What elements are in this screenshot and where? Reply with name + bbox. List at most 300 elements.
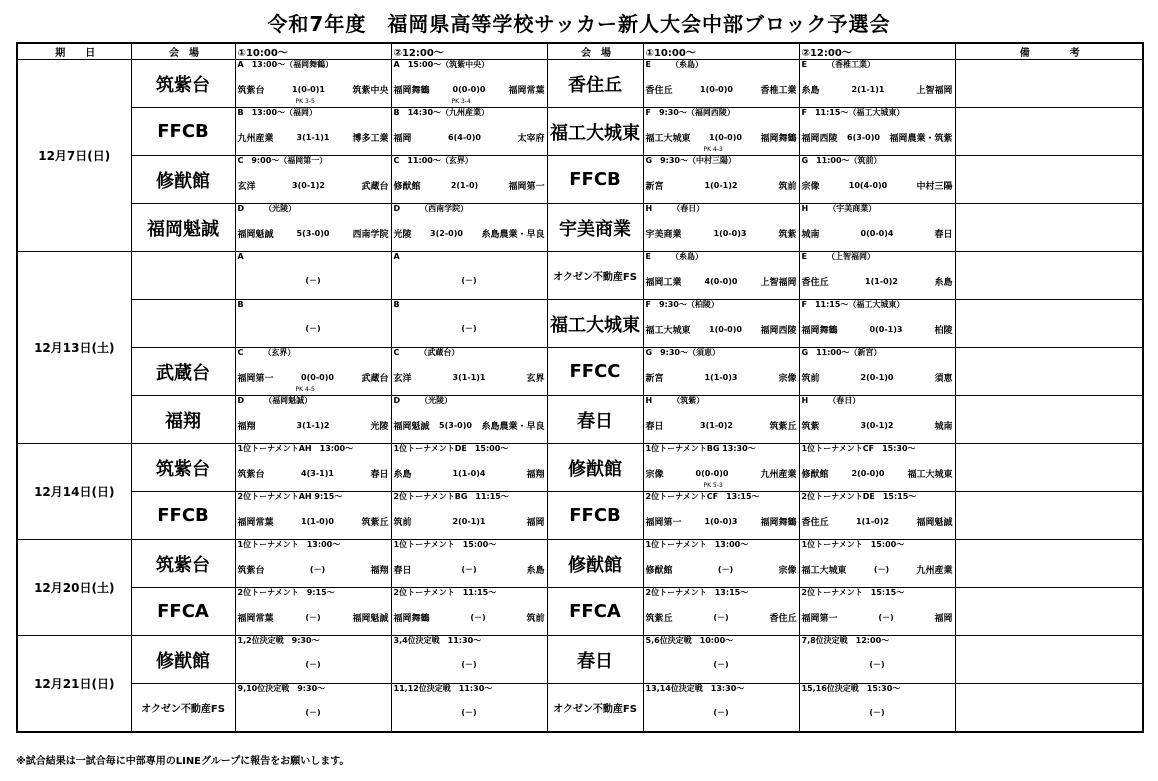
team-away: 九州産業 <box>916 566 953 576</box>
match-header: 3,4位決定戦 11:30～ <box>393 636 482 645</box>
team-home: 福岡 <box>393 134 412 144</box>
match-cell <box>235 588 391 636</box>
team-away: 糸島 <box>526 566 545 576</box>
match-header: C 11:00～（玄界） <box>393 156 473 165</box>
pk-result: PK 3-5 <box>295 98 315 105</box>
match-header: 2位トーナメント 13:15～ <box>645 588 749 597</box>
match-line <box>644 371 799 384</box>
match-line <box>392 275 547 286</box>
match-cell <box>391 684 547 733</box>
score: (－) <box>713 613 729 622</box>
team-away: 福岡西陵 <box>760 326 797 336</box>
match-cell <box>799 348 955 396</box>
score: (－) <box>461 708 477 717</box>
team-home: 修猷館 <box>645 566 673 576</box>
note-cell <box>955 396 1143 444</box>
match-header: 1位トーナメント 13:00～ <box>237 540 341 549</box>
match-cell <box>391 540 547 588</box>
match-cell <box>643 444 799 492</box>
match-header: 2位トーナメント 11:15～ <box>393 588 497 597</box>
match-cell <box>643 492 799 540</box>
match-cell <box>643 60 799 108</box>
match-line <box>800 131 955 144</box>
match-line <box>392 227 547 240</box>
score: 0(0-0)0 <box>301 373 334 382</box>
match-line <box>392 83 547 96</box>
venue-cell: 修猷館 <box>547 444 643 492</box>
footer-note: ※試合結果は一試合毎に中部専用のLINEグループに報告をお願いします。 <box>16 756 350 767</box>
note-cell <box>955 636 1143 684</box>
match-line <box>392 515 547 528</box>
match-line <box>236 323 391 334</box>
match-cell <box>235 540 391 588</box>
schedule-row <box>17 492 1143 540</box>
match-cell <box>799 588 955 636</box>
match-cell <box>391 636 547 684</box>
pk-result: PK 4-3 <box>703 146 723 153</box>
header-slot3: ①10:00～ <box>643 43 799 60</box>
match-line <box>644 179 799 192</box>
match-header: H （春日） <box>801 396 861 405</box>
schedule-row <box>17 588 1143 636</box>
team-home: 香住丘 <box>801 518 829 528</box>
venue-cell: 筑紫台 <box>131 60 235 108</box>
match-header: D （西南学院） <box>393 204 469 213</box>
team-home: 筑紫台 <box>237 86 265 96</box>
score: 1(0-0)0 <box>709 133 742 142</box>
team-away: 筑紫 <box>778 230 797 240</box>
match-line <box>800 563 955 576</box>
schedule-body <box>17 60 1143 733</box>
score: 3(1-0)2 <box>700 421 733 430</box>
match-line <box>800 659 955 670</box>
match-line <box>236 515 391 528</box>
score: 4(0-0)0 <box>704 277 738 286</box>
match-cell <box>799 108 955 156</box>
pk-result: PK 4-5 <box>295 386 315 393</box>
team-away: 福工大城東 <box>907 470 953 480</box>
schedule-row <box>17 636 1143 684</box>
pk-result: PK 3-4 <box>451 98 471 105</box>
match-cell <box>643 156 799 204</box>
venue-cell: 福工大城東 <box>547 300 643 348</box>
match-header: B <box>237 300 244 309</box>
match-cell <box>235 156 391 204</box>
match-header: E （香椎工業） <box>801 60 875 69</box>
team-home: 福岡西陵 <box>801 134 838 144</box>
team-home: 福工大城東 <box>801 566 847 576</box>
match-cell <box>799 252 955 300</box>
score: (－) <box>869 660 885 669</box>
team-home: 福岡第一 <box>237 374 274 384</box>
team-away: 上智福岡 <box>760 278 797 288</box>
team-away: 糸島農業・早良 <box>481 230 545 240</box>
score: (－) <box>305 660 321 669</box>
match-cell <box>235 444 391 492</box>
score: 1(0-0)0 <box>709 325 742 334</box>
note-cell <box>955 108 1143 156</box>
match-header: D （光陵） <box>237 204 297 213</box>
team-away: 福岡 <box>526 518 545 528</box>
match-cell <box>799 300 955 348</box>
team-home: 宗像 <box>801 182 820 192</box>
header-slot2: ②12:00～ <box>391 43 547 60</box>
match-cell <box>643 684 799 733</box>
venue-cell: 修猷館 <box>547 540 643 588</box>
match-line <box>236 371 391 384</box>
match-cell <box>391 204 547 252</box>
match-header: 1位トーナメント 13:00～ <box>645 540 749 549</box>
match-header: A 15:00～（筑紫中央） <box>393 60 490 69</box>
match-cell <box>799 204 955 252</box>
score: 0(0-0)0 <box>695 469 729 478</box>
team-home: 福工大城東 <box>645 134 691 144</box>
team-home: 新宮 <box>645 182 664 192</box>
venue-cell <box>131 300 235 348</box>
header-date: 期 日 <box>17 43 131 60</box>
score: (－) <box>305 324 321 333</box>
match-header: 7,8位決定戦 12:00～ <box>801 636 890 645</box>
team-away: 筑紫丘 <box>769 422 797 432</box>
match-line <box>800 323 955 336</box>
match-header: H （宇美商業） <box>801 204 877 213</box>
team-away: 糸島 <box>934 278 953 288</box>
team-home: 筑前 <box>393 518 412 528</box>
schedule-row <box>17 684 1143 733</box>
team-home: 筑紫 <box>801 422 820 432</box>
team-home: 福工大城東 <box>645 326 691 336</box>
schedule-row <box>17 60 1143 108</box>
match-line <box>392 371 547 384</box>
match-line <box>800 275 955 288</box>
match-line <box>392 179 547 192</box>
match-header: F 11:15～（福工大城東） <box>801 300 905 309</box>
match-header: 1位トーナメント 15:00～ <box>801 540 905 549</box>
match-cell <box>391 492 547 540</box>
match-cell <box>643 348 799 396</box>
match-cell <box>391 252 547 300</box>
team-home: 香住丘 <box>801 278 829 288</box>
schedule-row <box>17 108 1143 156</box>
team-away: 福翔 <box>526 470 545 480</box>
score: 5(3-0)0 <box>439 421 472 430</box>
score: (－) <box>305 708 321 717</box>
match-line <box>800 515 955 528</box>
match-line <box>236 611 391 624</box>
team-home: 福翔 <box>237 422 256 432</box>
schedule-row <box>17 300 1143 348</box>
score: (－) <box>717 565 734 574</box>
match-header: 2位トーナメント 9:15～ <box>237 588 335 597</box>
team-away: 城南 <box>934 422 953 432</box>
venue-cell: 福翔 <box>131 396 235 444</box>
header-venue-left: 会 場 <box>131 43 235 60</box>
team-home: 筑紫台 <box>237 470 265 480</box>
match-line <box>236 179 391 192</box>
team-away: 上智福岡 <box>916 86 953 96</box>
score: 10(4-0)0 <box>848 181 888 190</box>
pk-result: PK 5-3 <box>703 482 723 489</box>
score: 0(0-1)3 <box>869 325 903 334</box>
team-home: 城南 <box>801 230 820 240</box>
match-cell <box>643 540 799 588</box>
match-header: 2位トーナメントAH 9:15～ <box>237 492 343 501</box>
match-header: E （上智福岡） <box>801 252 875 261</box>
team-away: 中村三陽 <box>916 182 953 192</box>
match-header: 1位トーナメントBG 13:30～ <box>645 444 756 453</box>
team-away: 春日 <box>934 230 953 240</box>
match-header: A <box>393 252 400 261</box>
score: 3(1-1)1 <box>296 133 330 142</box>
match-cell <box>799 636 955 684</box>
team-away: 福岡舞鶴 <box>760 518 797 528</box>
match-cell <box>235 492 391 540</box>
team-away: 香住丘 <box>769 614 797 624</box>
note-cell <box>955 444 1143 492</box>
match-cell <box>643 396 799 444</box>
match-line <box>644 131 799 144</box>
score: 1(1-0)0 <box>301 517 334 526</box>
match-header: 2位トーナメントDE 15:15～ <box>801 492 917 501</box>
match-cell <box>391 60 547 108</box>
schedule-row <box>17 444 1143 492</box>
match-header: G 11:00～（筑前） <box>801 156 882 165</box>
match-cell <box>799 684 955 733</box>
match-line <box>392 611 547 624</box>
score: 3(0-1)2 <box>860 421 894 430</box>
venue-cell: 香住丘 <box>547 60 643 108</box>
team-away: 筑前 <box>778 182 797 192</box>
match-line <box>644 707 799 718</box>
match-header: B <box>393 300 400 309</box>
match-cell <box>235 636 391 684</box>
venue-cell: 福工大城東 <box>547 108 643 156</box>
team-home: 春日 <box>645 422 664 432</box>
schedule-row <box>17 540 1143 588</box>
team-away: 西南学院 <box>352 230 389 240</box>
team-home: 筑紫台 <box>237 566 265 576</box>
date-cell: 12月14日(日) <box>17 444 131 540</box>
team-away: 須恵 <box>934 374 953 384</box>
venue-cell: 筑紫台 <box>131 444 235 492</box>
match-header: 2位トーナメント 15:15～ <box>801 588 905 597</box>
score: (－) <box>878 613 894 622</box>
team-away: 福岡常葉 <box>508 86 545 96</box>
team-home: 福岡魁誠 <box>393 422 430 432</box>
team-away: 光陵 <box>370 422 389 432</box>
match-line <box>236 419 391 432</box>
match-cell <box>799 444 955 492</box>
score: (－) <box>461 276 477 285</box>
match-header: G 11:00～（新宮） <box>801 348 882 357</box>
match-line <box>644 419 799 432</box>
score: 1(0-0)3 <box>713 229 747 238</box>
match-line <box>800 467 955 480</box>
team-away: 玄界 <box>526 374 545 384</box>
venue-cell: FFCC <box>547 348 643 396</box>
match-header: 2位トーナメントBG 11:15～ <box>393 492 509 501</box>
team-home: 福岡第一 <box>801 614 838 624</box>
match-header: 15,16位決定戦 15:30～ <box>801 684 901 693</box>
score: 1(0-1)2 <box>704 181 738 190</box>
score: 3(0-1)2 <box>292 181 325 190</box>
team-home: 福岡舞鶴 <box>393 614 430 624</box>
match-line <box>644 467 799 480</box>
team-away: 香椎工業 <box>760 86 797 96</box>
match-cell <box>643 636 799 684</box>
match-cell <box>643 588 799 636</box>
match-header: B 14:30～（九州産業） <box>393 108 490 117</box>
venue-cell: オクゼン不動産FS <box>547 252 643 300</box>
match-line <box>644 611 799 624</box>
team-home: 光陵 <box>393 230 412 240</box>
date-cell: 12月13日(土) <box>17 252 131 444</box>
match-cell <box>391 108 547 156</box>
match-header: G 9:30～（須恵） <box>645 348 720 357</box>
score: 4(3-1)1 <box>301 469 334 478</box>
team-away: 筑前 <box>526 614 545 624</box>
score: 6(3-0)0 <box>847 133 880 142</box>
match-line <box>800 179 955 192</box>
venue-cell: FFCB <box>131 492 235 540</box>
match-cell <box>391 396 547 444</box>
score: 3(1-1)1 <box>452 373 486 382</box>
venue-cell: 福岡魁誠 <box>131 204 235 252</box>
note-cell <box>955 492 1143 540</box>
venue-cell: オクゼン不動産FS <box>131 684 235 733</box>
header-row <box>17 43 1143 60</box>
match-line <box>236 275 391 286</box>
venue-cell: 春日 <box>547 396 643 444</box>
match-header: D （光陵） <box>393 396 453 405</box>
match-line <box>392 563 547 576</box>
venue-cell: 修猷館 <box>131 156 235 204</box>
match-header: H （春日） <box>645 204 705 213</box>
match-line <box>392 707 547 718</box>
match-cell <box>643 252 799 300</box>
match-line <box>392 323 547 334</box>
schedule-row <box>17 156 1143 204</box>
match-line <box>644 323 799 336</box>
match-cell <box>799 396 955 444</box>
match-line <box>392 131 547 144</box>
venue-cell: FFCB <box>547 156 643 204</box>
match-line <box>236 563 391 576</box>
score: 1(1-0)3 <box>704 373 738 382</box>
match-header: A <box>237 252 244 261</box>
team-away: 筑紫中央 <box>352 86 389 96</box>
venue-cell <box>131 252 235 300</box>
header-note: 備 考 <box>955 43 1143 60</box>
team-home: 宇美商業 <box>645 230 682 240</box>
match-cell <box>799 540 955 588</box>
match-line <box>644 659 799 670</box>
match-line <box>392 419 547 432</box>
score: (－) <box>305 613 321 622</box>
match-header: E （糸島） <box>645 252 703 261</box>
venue-cell: オクゼン不動産FS <box>547 684 643 733</box>
venue-cell: FFCA <box>131 588 235 636</box>
venue-cell: 筑紫台 <box>131 540 235 588</box>
team-home: 糸島 <box>801 86 820 96</box>
match-header: C （武蔵台） <box>393 348 460 357</box>
schedule-row <box>17 252 1143 300</box>
match-line <box>236 707 391 718</box>
team-away: 春日 <box>370 470 389 480</box>
team-away: 福岡魁誠 <box>916 518 953 528</box>
match-cell <box>391 300 547 348</box>
match-header: 1位トーナメントAH 13:00～ <box>237 444 354 453</box>
team-home: 糸島 <box>393 470 412 480</box>
note-cell <box>955 684 1143 733</box>
team-home: 新宮 <box>645 374 664 384</box>
match-line <box>644 515 799 528</box>
match-header: 5,6位決定戦 10:00～ <box>645 636 734 645</box>
score: 2(1-0) <box>450 181 479 190</box>
match-cell <box>235 348 391 396</box>
team-away: 博多工業 <box>352 134 389 144</box>
score: 3(1-1)2 <box>296 421 330 430</box>
score: 0(0-0)0 <box>452 85 486 94</box>
match-line <box>392 467 547 480</box>
match-line <box>644 275 799 288</box>
team-home: 玄洋 <box>393 374 412 384</box>
note-cell <box>955 60 1143 108</box>
venue-cell: FFCA <box>547 588 643 636</box>
match-header: 1位トーナメントDE 15:00～ <box>393 444 509 453</box>
match-cell <box>799 156 955 204</box>
match-cell <box>799 60 955 108</box>
score: 1(0-0)3 <box>704 517 738 526</box>
score: (－) <box>305 276 321 285</box>
score: 1(1-0)2 <box>865 277 898 286</box>
match-line <box>236 83 391 96</box>
score: 2(1-1)1 <box>851 85 885 94</box>
score: 1(0-0)0 <box>700 85 733 94</box>
team-away: 福岡農業・筑紫 <box>889 134 953 144</box>
venue-cell: 宇美商業 <box>547 204 643 252</box>
venue-cell: 修猷館 <box>131 636 235 684</box>
match-line <box>644 227 799 240</box>
match-line <box>800 707 955 718</box>
team-away: 福岡第一 <box>508 182 545 192</box>
match-line <box>800 371 955 384</box>
team-away: 福岡魁誠 <box>352 614 389 624</box>
note-cell <box>955 204 1143 252</box>
match-cell <box>391 348 547 396</box>
venue-cell: FFCB <box>131 108 235 156</box>
team-home: 筑前 <box>801 374 820 384</box>
score: (－) <box>461 565 477 574</box>
score: (－) <box>713 708 729 717</box>
team-away: 糸島農業・早良 <box>481 422 545 432</box>
team-home: 宗像 <box>645 470 664 480</box>
match-line <box>644 83 799 96</box>
schedule-row <box>17 204 1143 252</box>
team-home: 福岡工業 <box>645 278 682 288</box>
score: (－) <box>461 660 477 669</box>
match-header: 11,12位決定戦 11:30～ <box>393 684 493 693</box>
venue-cell: 春日 <box>547 636 643 684</box>
team-home: 修猷館 <box>801 470 829 480</box>
venue-cell: 武蔵台 <box>131 348 235 396</box>
schedule-table <box>16 42 1144 733</box>
team-away: 武蔵台 <box>361 182 389 192</box>
score: (－) <box>309 565 326 574</box>
team-away: 九州産業 <box>760 470 797 480</box>
score: 3(2-0)0 <box>430 229 463 238</box>
team-home: 春日 <box>393 566 412 576</box>
